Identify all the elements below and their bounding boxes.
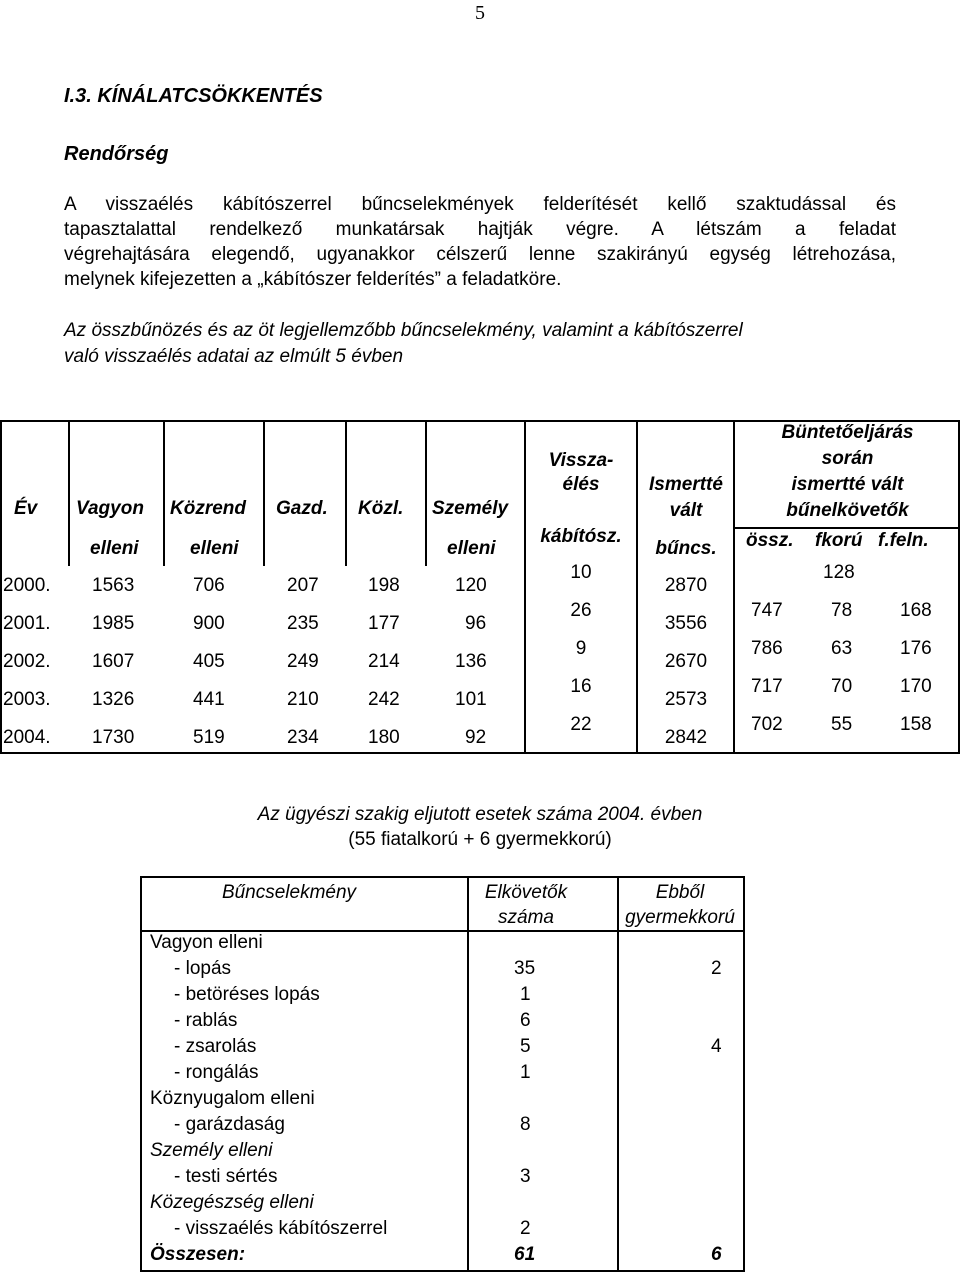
cell-kozrend: 900 bbox=[193, 613, 225, 634]
perpetrator-count: 1 bbox=[520, 984, 531, 1005]
header-visszaeles: Vissza- bbox=[548, 450, 614, 471]
table-border bbox=[163, 420, 165, 566]
cell-kozl: 180 bbox=[368, 727, 400, 748]
cell-visszaeles: 9 bbox=[575, 638, 587, 659]
paragraph-line: A visszaélés kábítószerrel bűncselekmények felderítését kellő szaktudással és bbox=[64, 194, 896, 215]
table-row bbox=[140, 1165, 745, 1191]
cell-fkoru: 70 bbox=[831, 676, 853, 697]
cell-ev: 2002. bbox=[3, 651, 51, 672]
cell-vagyon: 1563 bbox=[92, 575, 135, 596]
table-border bbox=[140, 876, 745, 878]
child-count: 2 bbox=[711, 958, 722, 979]
cell-ev: 2004. bbox=[3, 727, 51, 748]
cell-vagyon: 1730 bbox=[92, 727, 135, 748]
header-children-2: gyermekkorú bbox=[625, 907, 735, 928]
header-kozl: Közl. bbox=[358, 498, 404, 519]
header-ismertte: Ismertté bbox=[649, 474, 723, 495]
perpetrator-count: 8 bbox=[520, 1114, 531, 1135]
crime-label: - rongálás bbox=[174, 1062, 259, 1083]
cell-kozrend: 405 bbox=[193, 651, 225, 672]
header-buntetoeljaras-4: bűnelkövetők bbox=[786, 500, 909, 521]
table-border bbox=[0, 420, 2, 754]
paragraph-line: végrehajtására elegendő, ugyanakkor célszerű lenne szakirányú egység létrehozása, bbox=[64, 244, 896, 265]
cell-szemely: 96 bbox=[465, 613, 487, 634]
cell-ffeln: 170 bbox=[900, 676, 932, 697]
header-visszaeles-2: élés bbox=[562, 474, 600, 495]
cell-ffeln: 176 bbox=[900, 638, 932, 659]
perpetrator-count: 6 bbox=[520, 1010, 531, 1031]
header-crime: Bűncselekmény bbox=[221, 882, 357, 903]
cell-visszaeles: 10 bbox=[570, 562, 592, 583]
section-subheading: Rendőrség bbox=[64, 143, 169, 165]
cell-szemely: 136 bbox=[455, 651, 487, 672]
cell-kozl: 177 bbox=[368, 613, 400, 634]
table-row bbox=[140, 957, 745, 983]
child-count: 4 bbox=[711, 1036, 722, 1057]
header-ossz: össz. bbox=[746, 530, 794, 551]
cell-gazd: 235 bbox=[287, 613, 319, 634]
table-row-total bbox=[140, 1243, 745, 1269]
table2-caption bbox=[0, 802, 860, 852]
table-border bbox=[733, 527, 960, 529]
prosecution-cases-table bbox=[140, 876, 745, 1272]
header-fkoru: fkorú bbox=[815, 530, 863, 551]
cell-szemely: 120 bbox=[455, 575, 487, 596]
section-heading: I.3. KÍNÁLATCSÖKKENTÉS bbox=[64, 85, 323, 107]
crime-category: Közegészség elleni bbox=[150, 1192, 314, 1213]
cell-ev: 2001. bbox=[3, 613, 51, 634]
cell-fkoru: 55 bbox=[831, 714, 853, 735]
crime-label: - lopás bbox=[174, 958, 232, 979]
perpetrator-count: 1 bbox=[520, 1062, 531, 1083]
cell-kozrend: 519 bbox=[193, 727, 225, 748]
header-vagyon: Vagyon bbox=[76, 498, 144, 519]
table-row bbox=[140, 1061, 745, 1087]
cell-ismertte: 3556 bbox=[664, 613, 708, 634]
crime-label: - zsarolás bbox=[174, 1036, 257, 1057]
table1-caption-line: való visszaélés adatai az elmúlt 5 évben bbox=[64, 346, 404, 367]
cell-ossz: 786 bbox=[751, 638, 783, 659]
perpetrator-count: 5 bbox=[520, 1036, 531, 1057]
perpetrator-count: 2 bbox=[520, 1218, 531, 1239]
table-border bbox=[425, 420, 427, 566]
crime-category: Személy elleni bbox=[150, 1140, 273, 1161]
cell-visszaeles: 26 bbox=[570, 600, 592, 621]
cell-ffeln: 158 bbox=[900, 714, 932, 735]
table-border bbox=[263, 420, 265, 566]
cell-ossz: 717 bbox=[751, 676, 783, 697]
cell-visszaeles: 22 bbox=[570, 714, 592, 735]
cell-ossz: 702 bbox=[751, 714, 783, 735]
cell-kozrend: 706 bbox=[193, 575, 225, 596]
table2-caption-line: (55 fiatalkorú + 6 gyermekkorú) bbox=[348, 829, 612, 850]
crime-label: - testi sértés bbox=[174, 1166, 278, 1187]
cell-ossz: 747 bbox=[751, 600, 783, 621]
header-perpetrators-2: száma bbox=[498, 907, 554, 928]
perpetrator-count: 35 bbox=[514, 958, 536, 979]
header-perpetrators: Elkövetők bbox=[484, 882, 568, 903]
table-row bbox=[140, 1087, 745, 1113]
crime-category: Köznyugalom elleni bbox=[150, 1088, 315, 1109]
cell-szemely: 101 bbox=[455, 689, 487, 710]
cell-gazd: 249 bbox=[287, 651, 319, 672]
header-children: Ebből bbox=[655, 882, 705, 903]
paragraph-line: tapasztalattal rendelkező munkatársak hajtják végre. A létszám a feladat bbox=[64, 219, 896, 240]
crime-label: - rablás bbox=[174, 1010, 238, 1031]
table-border bbox=[68, 420, 70, 566]
cell-kozl: 198 bbox=[368, 575, 400, 596]
cell-ismertte: 2842 bbox=[664, 727, 708, 748]
crime-label: - visszaélés kábítószerrel bbox=[174, 1218, 388, 1239]
cell-visszaeles: 16 bbox=[570, 676, 592, 697]
header-szemely: Személy bbox=[432, 498, 509, 519]
table-row bbox=[140, 931, 745, 957]
table-border bbox=[0, 752, 960, 754]
cell-ismertte: 2870 bbox=[664, 575, 708, 596]
cell-ev: 2003. bbox=[3, 689, 51, 710]
table-border bbox=[140, 1270, 745, 1272]
header-ismertte-2: vált bbox=[669, 500, 703, 521]
table1-caption bbox=[64, 318, 904, 370]
crime-label: - garázdaság bbox=[174, 1114, 285, 1135]
cell-gazd: 234 bbox=[287, 727, 319, 748]
cell-kozrend: 441 bbox=[193, 689, 225, 710]
table-row bbox=[140, 1035, 745, 1061]
cell-ffeln: 168 bbox=[900, 600, 932, 621]
header-ev: Év bbox=[14, 498, 38, 519]
header-ismertte-3: bűncs. bbox=[655, 538, 717, 559]
crime-category: Vagyon elleni bbox=[150, 932, 263, 953]
intro-paragraph bbox=[64, 192, 896, 292]
header-szemely-2: elleni bbox=[447, 538, 496, 559]
cell-fkoru: 78 bbox=[831, 600, 853, 621]
table1-caption-line: Az összbűnözés és az öt legjellemzőbb bűncselekmény, valamint a kábítószerrel bbox=[64, 320, 743, 341]
cell-gazd: 210 bbox=[287, 689, 319, 710]
table-row bbox=[140, 1113, 745, 1139]
cell-szemely: 92 bbox=[465, 727, 487, 748]
paragraph-line: melynek kifejezetten a „kábítószer felderítés” a feladatköre. bbox=[64, 269, 562, 290]
cell-kozl: 242 bbox=[368, 689, 400, 710]
cell-ismertte: 2670 bbox=[664, 651, 708, 672]
cell-kozl: 214 bbox=[368, 651, 400, 672]
header-ffeln: f.feln. bbox=[878, 530, 929, 551]
total-perpetrators: 61 bbox=[514, 1244, 536, 1265]
crime-statistics-table bbox=[0, 420, 960, 754]
table-row bbox=[140, 1191, 745, 1217]
header-kozrend: Közrend bbox=[170, 498, 246, 519]
header-buntetoeljaras-3: ismertté vált bbox=[791, 474, 904, 495]
cell-fkoru: 63 bbox=[831, 638, 853, 659]
table-row bbox=[140, 1009, 745, 1035]
header-kozrend-2: elleni bbox=[190, 538, 239, 559]
header-buntetoeljaras: Büntetőeljárás bbox=[781, 422, 914, 443]
header-visszaeles-3: kábítósz. bbox=[540, 526, 622, 547]
total-children: 6 bbox=[711, 1244, 722, 1265]
perpetrator-count: 3 bbox=[520, 1166, 531, 1187]
cell-vagyon: 1607 bbox=[92, 651, 135, 672]
cell-ossz: 128 bbox=[823, 562, 855, 583]
page-number: 5 bbox=[475, 2, 485, 24]
cell-ismertte: 2573 bbox=[664, 689, 708, 710]
header-buntetoeljaras-2: során bbox=[821, 448, 874, 469]
header-vagyon-2: elleni bbox=[90, 538, 139, 559]
total-label: Összesen: bbox=[150, 1244, 246, 1265]
cell-vagyon: 1326 bbox=[92, 689, 135, 710]
header-gazd: Gazd. bbox=[276, 498, 328, 519]
table2-caption-line: Az ügyészi szakig eljutott esetek száma 2004. évben bbox=[257, 804, 703, 825]
cell-gazd: 207 bbox=[287, 575, 319, 596]
cell-vagyon: 1985 bbox=[92, 613, 135, 634]
crime-label: - betöréses lopás bbox=[174, 984, 320, 1005]
table-border bbox=[345, 420, 347, 566]
table-row bbox=[140, 1217, 745, 1243]
cell-ev: 2000. bbox=[3, 575, 51, 596]
table-row bbox=[140, 983, 745, 1009]
table-row bbox=[140, 1139, 745, 1165]
